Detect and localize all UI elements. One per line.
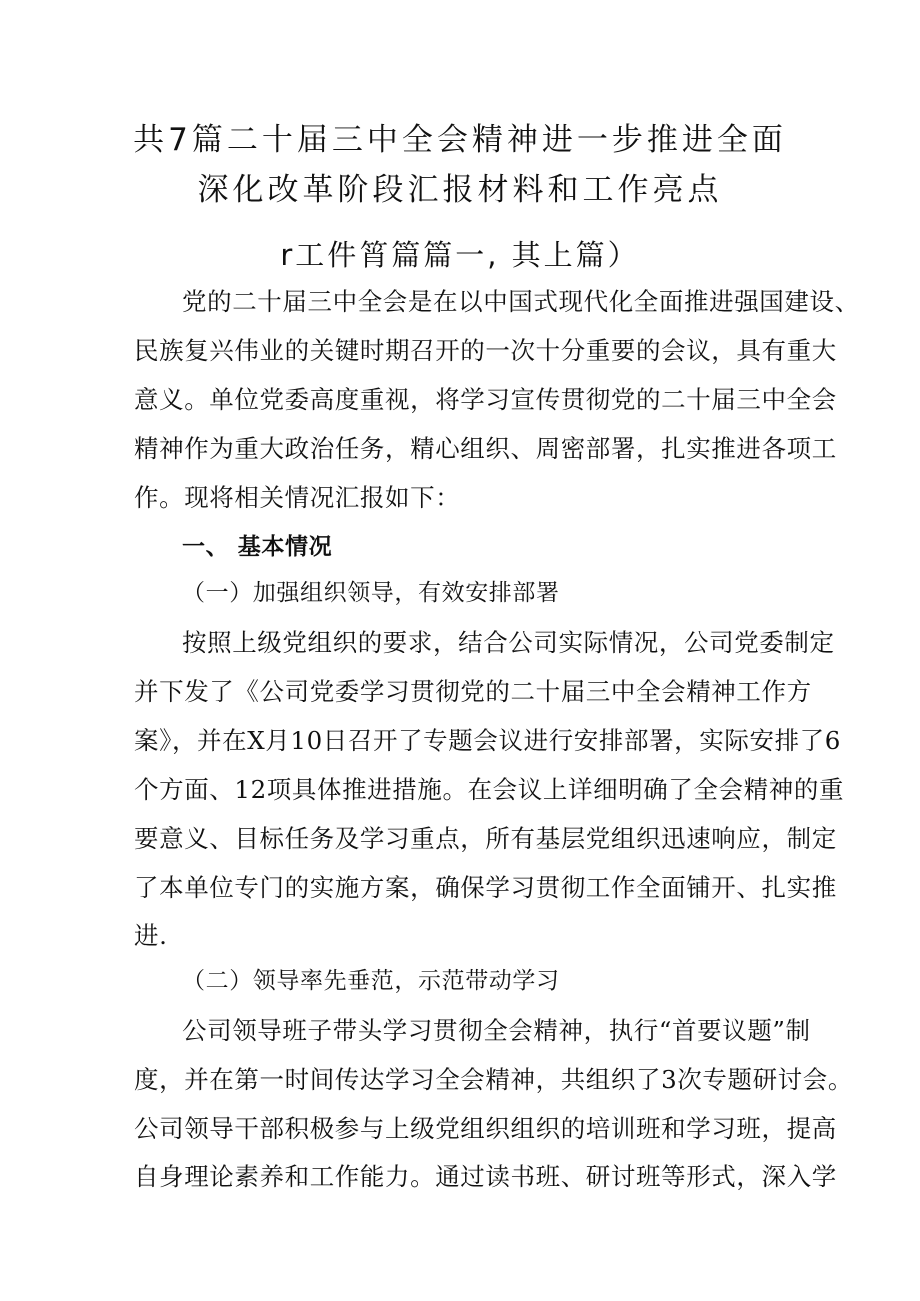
intro-line-3: 意义。单位党委高度重视，将学习宣传贯彻党的二十届三中全会 — [134, 385, 837, 414]
sub1-body-line-5: 要意义、目标任务及学习重点，所有基层党组织迅速响应，制定 — [134, 824, 837, 853]
subsection-heading-2: （二）领导率先垂范，示范带动学习 — [182, 968, 560, 994]
document-title-line-2: 深化改革阶段汇报材料和工作亮点 — [197, 172, 723, 208]
subsection-heading-1: （一）加强组织领导，有效安排部署 — [182, 580, 560, 606]
sub1-body-line-1: 按照上级党组织的要求，结合公司实际情况，公司党委制定 — [182, 628, 835, 657]
sub1-body-line-3: 案》，并在X月10日召开了专题会议进行安排部署，实际安排了6 — [134, 726, 841, 755]
sub1-body-line-2: 并下发了《公司党委学习贯彻党的二十届三中全会精神工作方 — [134, 677, 812, 706]
sub2-body-line-1: 公司领导班子带头学习贯彻全会精神，执行“首要议题”制 — [182, 1016, 811, 1045]
intro-line-1: 党的二十届三中全会是在以中国式现代化全面推进强国建设、 — [182, 287, 860, 316]
document-title-line-1: 共7篇二十届三中全会精神进一步推进全面 — [133, 122, 787, 158]
sub1-body-line-7: 进. — [134, 921, 168, 950]
sub1-body-line-6: 了本单位专门的实施方案，确保学习贯彻工作全面铺开、扎实推 — [134, 873, 837, 902]
section-heading-basic-situation: 一、 基本情况 — [182, 534, 333, 560]
sub2-body-line-3: 公司领导干部积极参与上级党组织组织的培训班和学习班，提高 — [134, 1114, 837, 1143]
document-subtitle: r工件筲篇篇一, 其上篇） — [280, 238, 640, 272]
intro-line-2: 民族复兴伟业的关键时期召开的一次十分重要的会议，具有重大 — [134, 336, 837, 365]
sub2-body-line-2: 度，并在第一时间传达学习全会精神，共组织了3次专题研讨会。 — [134, 1065, 853, 1094]
intro-line-4: 精神作为重大政治任务，精心组织、周密部署，扎实推进各项工 — [134, 434, 837, 463]
intro-line-5: 作。现将相关情况汇报如下： — [134, 483, 461, 512]
sub1-body-line-4: 个方面、12项具体推进措施。在会议上详细明确了全会精神的重 — [134, 775, 845, 804]
sub2-body-line-4: 自身理论素养和工作能力。通过读书班、研讨班等形式，深入学 — [134, 1162, 837, 1191]
